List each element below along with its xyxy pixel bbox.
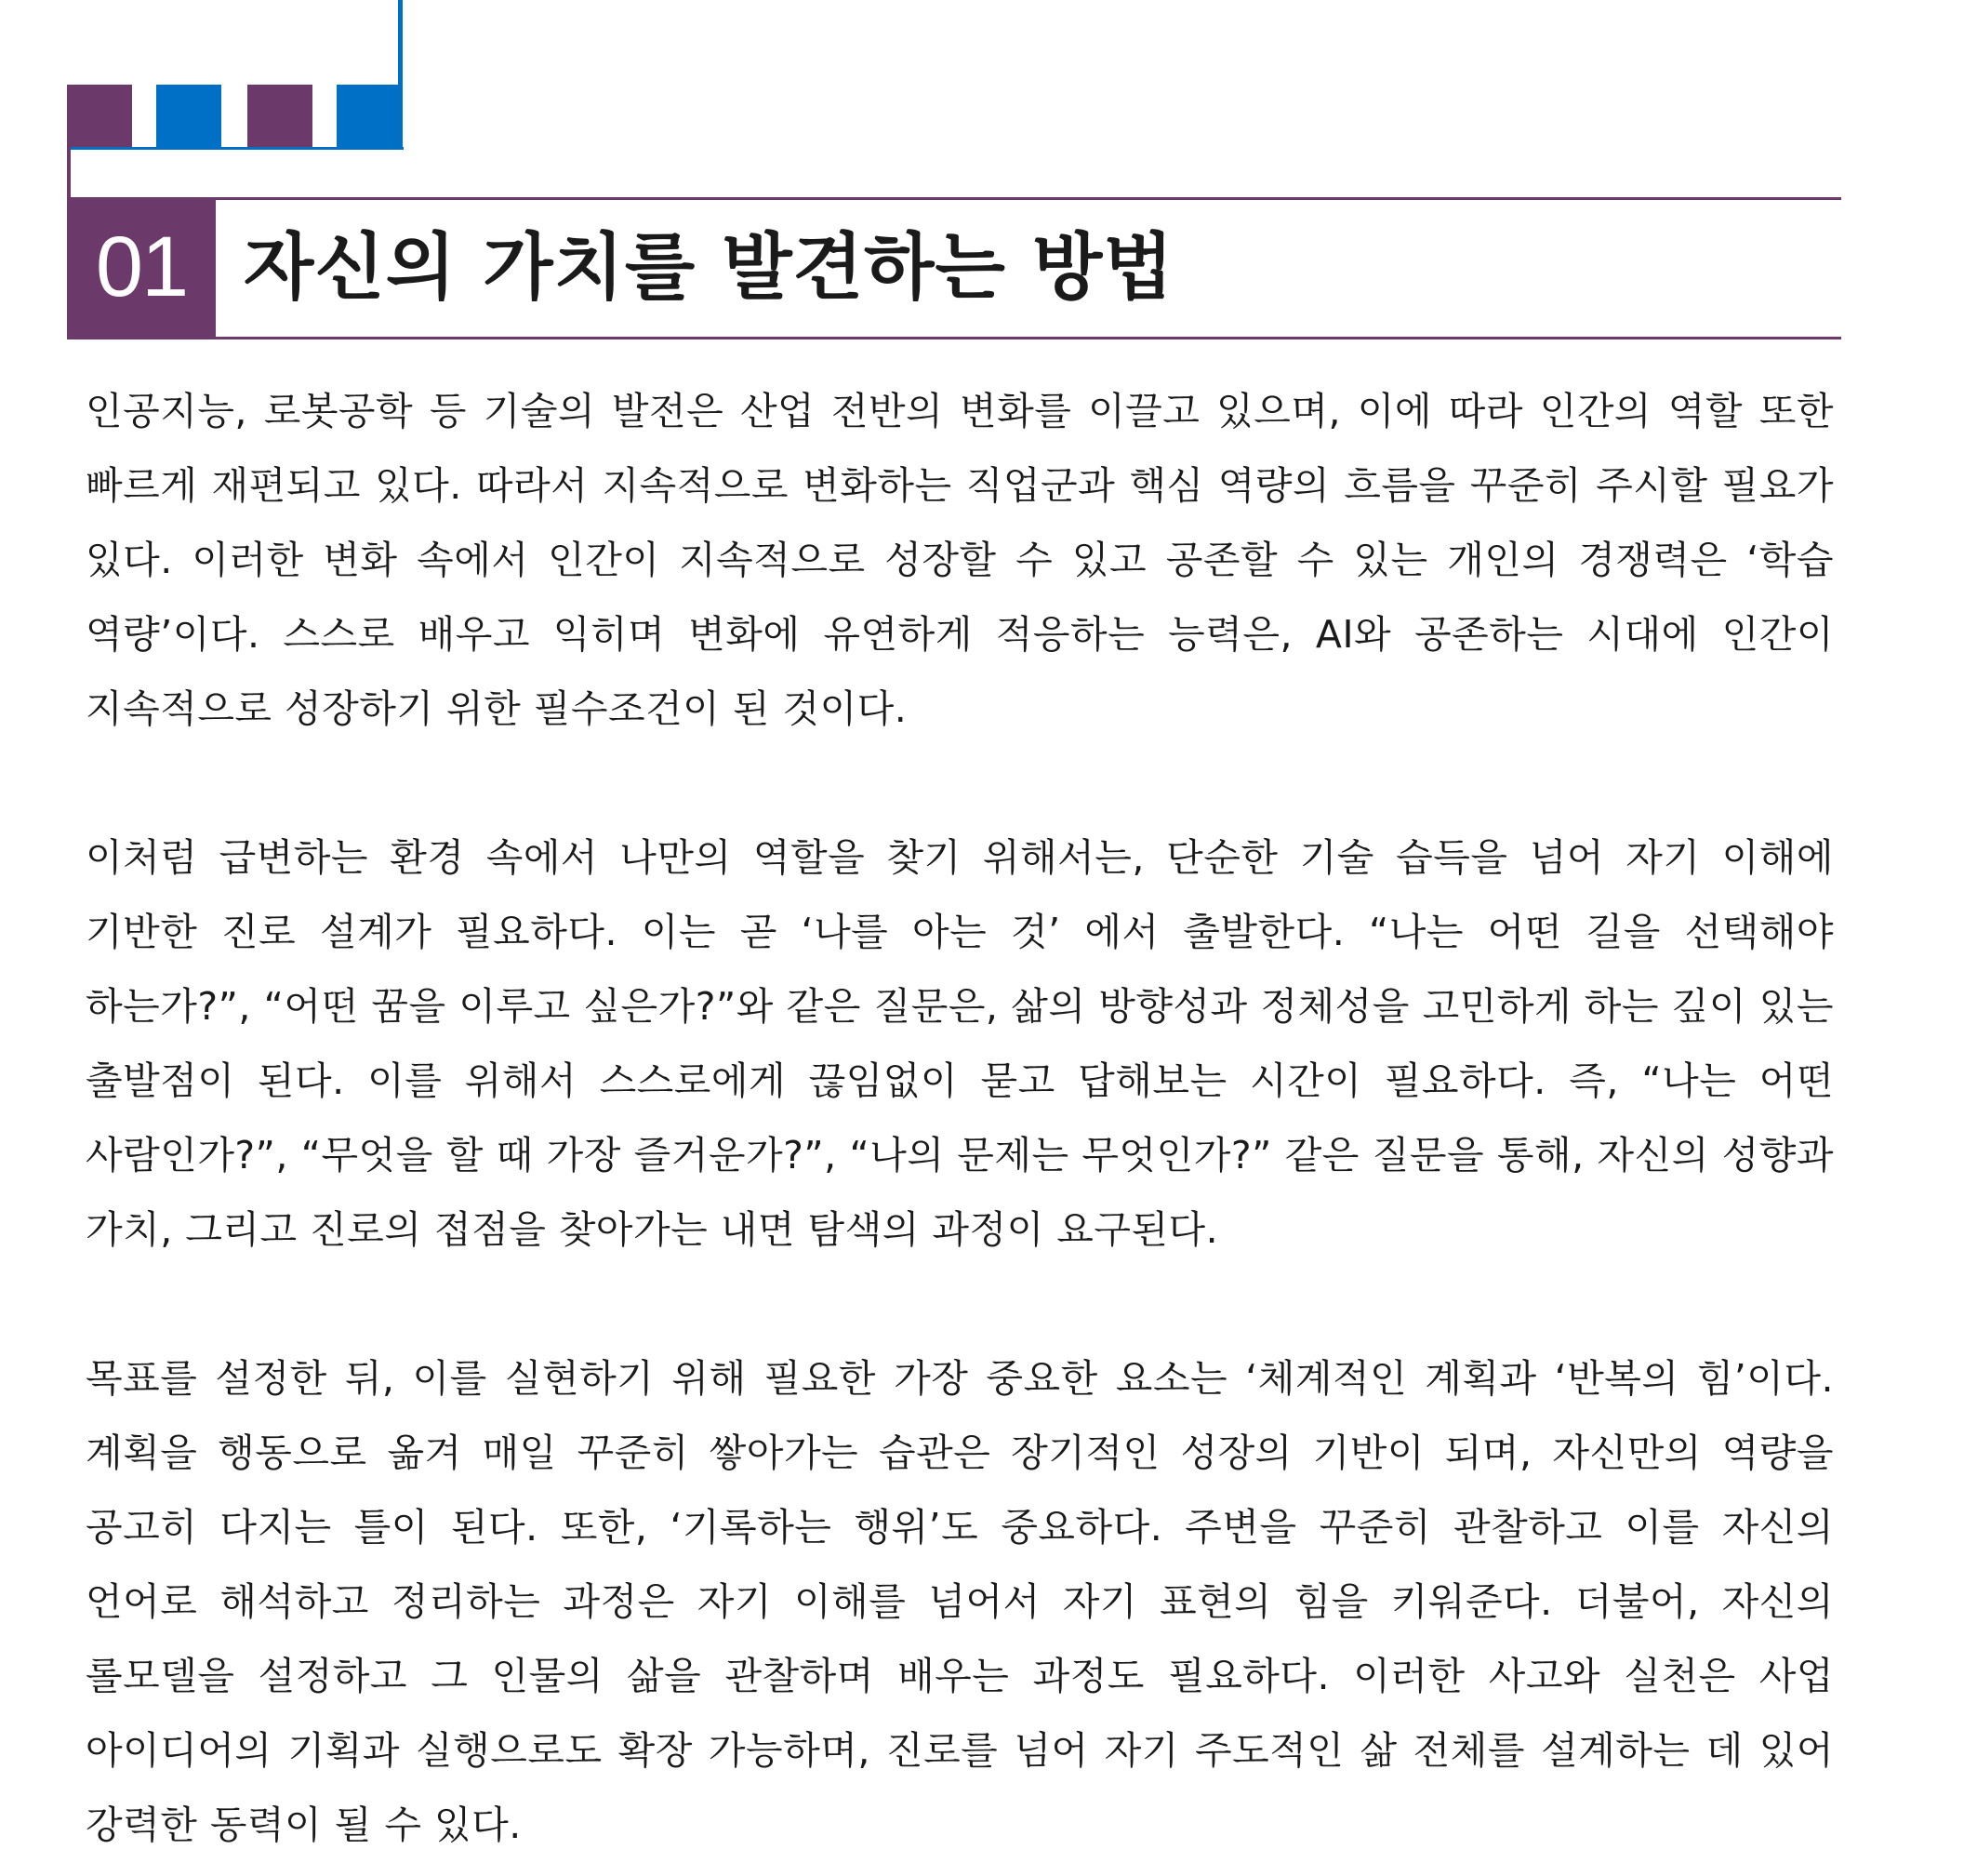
decorative-square-purple	[247, 85, 312, 148]
decorative-horizontal-line	[67, 147, 404, 150]
paragraph: 목표를 설정한 뒤, 이를 실현하기 위해 필요한 가장 중요한 요소는 ‘체계적인 계획과 ‘반복의 힘’이다. 계획을 행동으로 옮겨 매일 꾸준히 쌓아가는 습관은 장기적인 성장의 기반이 되며, 자신만의 역량을 공고히 다지는 틀이 된다. 또한, ‘기록하는 행위’도 중요하다. 주변을 꾸준히 관찰하고 이를 자신의 언어로 해석하고 정리하는 과정은 자기 이해를 넘어서 자기 표현의 힘을 키워준다. 더불어, 자신의 롤모델을 설정하고 그 인물의 삶을 관찰하며 배우는 과정도 필요하다. 이러한 사고와 실천은 사업 아이디어의 기획과 실행으로도 확장 가능하며, 진로를 넘어 자기 주도적인 삶 전체를 설계하는 데 있어 강력한 동력이 될 수 있다.	[86, 1356, 1834, 1847]
body-text	[86, 374, 1834, 1862]
title-rule-bottom	[67, 337, 1841, 339]
section-number: 01	[67, 197, 216, 339]
decorative-square-purple	[67, 85, 132, 148]
decorative-side-line	[67, 147, 71, 198]
decorative-square-blue	[156, 85, 221, 148]
paragraph: 이처럼 급변하는 환경 속에서 나만의 역할을 찾기 위해서는, 단순한 기술 습득을 넘어 자기 이해에 기반한 진로 설계가 필요하다. 이는 곧 ‘나를 아는 것’ 에서 출발한다. “나는 어떤 길을 선택해야 하는가?”, “어떤 꿈을 이루고 싶은가?”와 같은 질문은, 삶의 방향성과 정체성을 고민하게 하는 깊이 있는 출발점이 된다. 이를 위해서 스스로에게 끊임없이 묻고 답해보는 시간이 필요하다. 즉, “나는 어떤 사람인가?”, “무엇을 할 때 가장 즐거운가?”, “나의 문제는 무엇인가?” 같은 질문을 통해, 자신의 성향과 가치, 그리고 진로의 접점을 찾아가는 내면 탐색의 과정이 요구된다.	[86, 835, 1834, 1252]
decorative-square-blue	[337, 85, 402, 148]
title-rule-top	[67, 197, 1841, 200]
section-title: 자신의 가치를 발견하는 방법	[244, 226, 1174, 310]
paragraph: 인공지능, 로봇공학 등 기술의 발전은 산업 전반의 변화를 이끌고 있으며, 이에 따라 인간의 역할 또한 빠르게 재편되고 있다. 따라서 지속적으로 변화하는 직업군과 핵심 역량의 흐름을 꾸준히 주시할 필요가 있다. 이러한 변화 속에서 인간이 지속적으로 성장할 수 있고 공존할 수 있는 개인의 경쟁력은 ‘학습 역량’이다. 스스로 배우고 익히며 변화에 유연하게 적응하는 능력은, AI와 공존하는 시대에 인간이 지속적으로 성장하기 위한 필수조건이 된 것이다.	[86, 389, 1834, 731]
